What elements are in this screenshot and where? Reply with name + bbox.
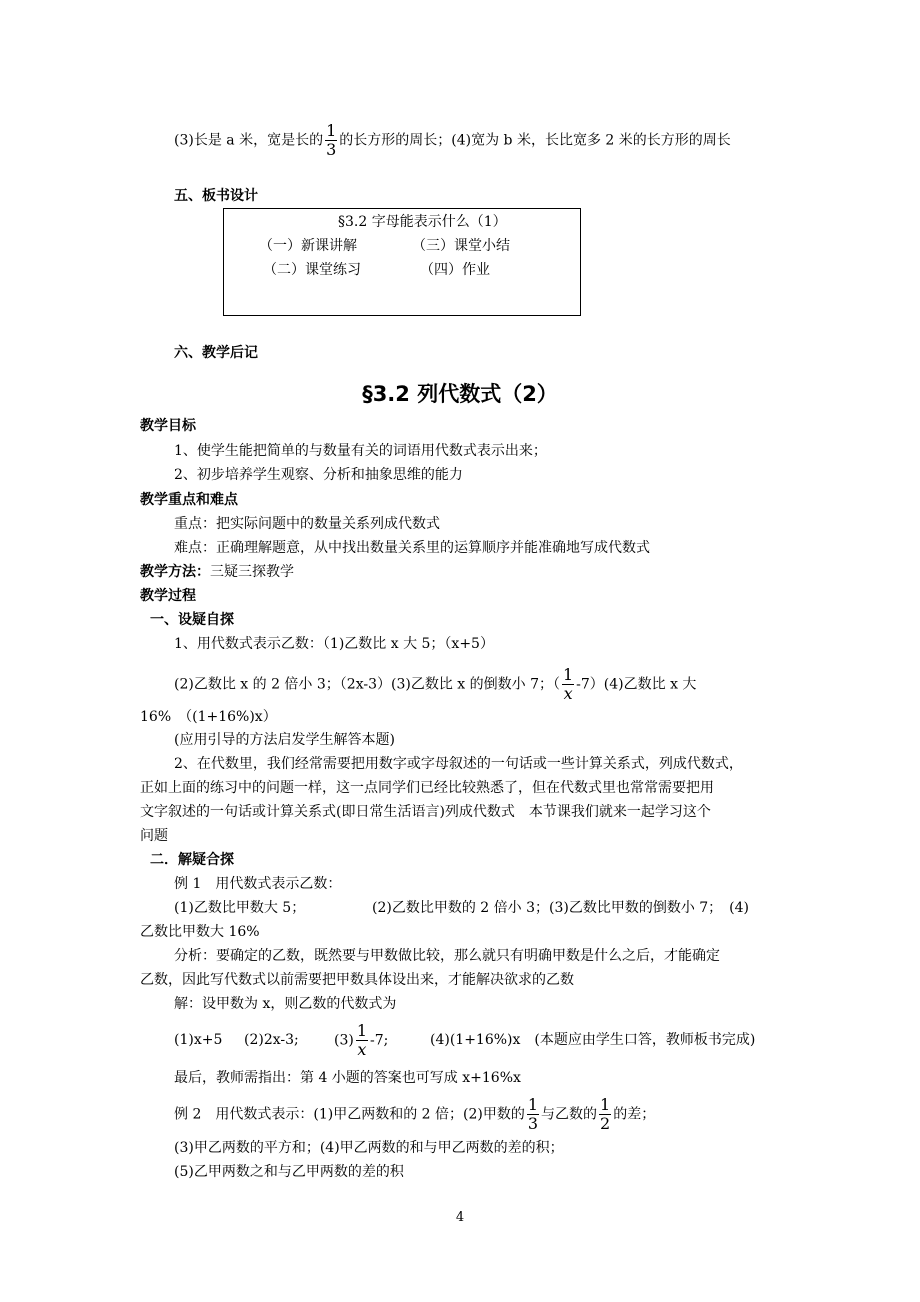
example-1-title: 例 1 用代数式表示乙数： [174,876,342,892]
reflection-heading: 六、教学后记 [174,345,258,361]
solution-2: (2)2x-3; [244,1032,299,1048]
fraction-one-half-ex2: $\frac{1}{2}$ [600,1095,611,1133]
fraction-one-third-ex2: $\frac{1}{3}$ [527,1095,539,1133]
example-2-items-3-4: (3)甲乙两数的平方和；(4)甲乙两数的和与甲乙两数的差的积； [174,1140,564,1156]
exercise-line-3-4 [174,122,731,159]
board-item-summary: （三）课堂小结 [412,238,510,254]
part2-heading: 二．解疑合探 [150,852,234,868]
part1-para-3: 文字叙述的一句话或计算关系式(即日常生活语言)列成代数式 本节课我们就来一起学习这个 [140,804,711,820]
exercise-text-a: (3)长是 a 米，宽是长的 [174,132,324,149]
analysis-line-1: 分析：要确定的乙数，既然要与甲数做比较，那么就只有明确甲数是什么之后，才能确定 [174,948,720,964]
example-1-item-1: (1)乙数比甲数大 5； [174,900,306,916]
part1-para-4: 问题 [140,828,168,844]
board-item-homework: （四）作业 [420,262,490,278]
keypoints-heading: 教学重点和难点 [140,492,238,508]
method-value: 三疑三探教学 [210,564,294,580]
part1-heading: 一、设疑自探 [150,612,234,628]
example-1-items-2-4: (2)乙数比甲数的 2 倍小 3；(3)乙数比甲数的倒数小 7； (4) [372,900,750,916]
board-item-practice: （二）课堂练习 [263,262,361,278]
analysis-line-2: 乙数，因此写代数式以前需要把甲数具体设出来，才能解决欲求的乙数 [140,972,574,988]
exercise-text-b: 的长方形的周长；(4)宽为 b 米，长比宽多 2 米的长方形的周长 [339,132,731,149]
page-number: 4 [455,1210,465,1225]
part1-q2-text-a: (2)乙数比 x 的 2 倍小 3；（2x-3）(3)乙数比 x 的倒数小 7；（ [174,676,560,693]
part1-question-2 [174,666,696,703]
goal-1: 1、使学生能把简单的与数量有关的词语用代数式表示出来； [174,443,547,459]
fraction-one-third: $\frac{1}{3}$ [326,121,337,159]
part1-question-2-cont: 16% （(1+16%)x） [140,709,277,725]
fraction-one-over-x-solution: $\frac{1}{x}$ [356,1021,368,1059]
example-2-item-5: (5)乙甲两数之和与乙甲两数的差的积 [174,1164,404,1180]
goals-heading: 教学目标 [140,418,196,434]
part1-para-2: 正如上面的练习中的问题一样，这一点同学们已经比较熟悉了，但在代数式里也常常需要把用 [140,780,714,796]
part1-question-1: 1、用代数式表示乙数：（1)乙数比 x 大 5；（x+5） [174,636,494,652]
fraction-one-over-x: $\frac{1}{x}$ [562,665,574,703]
board-design-heading: 五、板书设计 [174,188,258,204]
example-2-title: 例 2 用代数式表示：(1)甲乙两数和的 2 倍；(2)甲数的 $\frac{1}{3}$ 与乙数的 $\frac{1}{2}$ 的差； [174,1095,656,1133]
solution-1: (1)x+5 [174,1032,223,1048]
solution-4: (4)(1+16%)x (本题应由学生口答，教师板书完成) [430,1032,756,1048]
solution-intro: 解：设甲数为 x，则乙数的代数式为 [174,996,397,1012]
example-1-item-4-cont: 乙数比甲数大 16% [140,924,260,940]
keypoint-difficulty: 难点：正确理解题意，从中找出数量关系里的运算顺序并能准确地写成代数式 [174,540,650,556]
method-heading: 教学方法： [140,564,210,580]
method-line [140,562,294,582]
part1-q2-text-b: -7）(4)乙数比 x 大 [576,676,697,693]
part1-hint: (应用引导的方法启发学生解答本题) [174,732,395,748]
solution-3: (3) $\frac{1}{x}$ -7; [334,1021,389,1059]
section-title: §3.2 列代数式（2） [362,382,558,406]
process-heading: 教学过程 [140,588,196,604]
board-box-title: §3.2 字母能表示什么（1） [338,214,507,230]
board-item-new-lesson: （一）新课讲解 [259,238,357,254]
part1-para-1: 2、在代数里，我们经常需要把用数字或字母叙述的一句话或一些计算关系式，列成代数式， [174,756,743,772]
goal-2: 2、初步培养学生观察、分析和抽象思维的能力 [174,467,463,483]
keypoint-focus: 重点：把实际问题中的数量关系列成代数式 [174,516,440,532]
final-note: 最后，教师需指出：第 4 小题的答案也可写成 x+16%x [174,1070,521,1086]
